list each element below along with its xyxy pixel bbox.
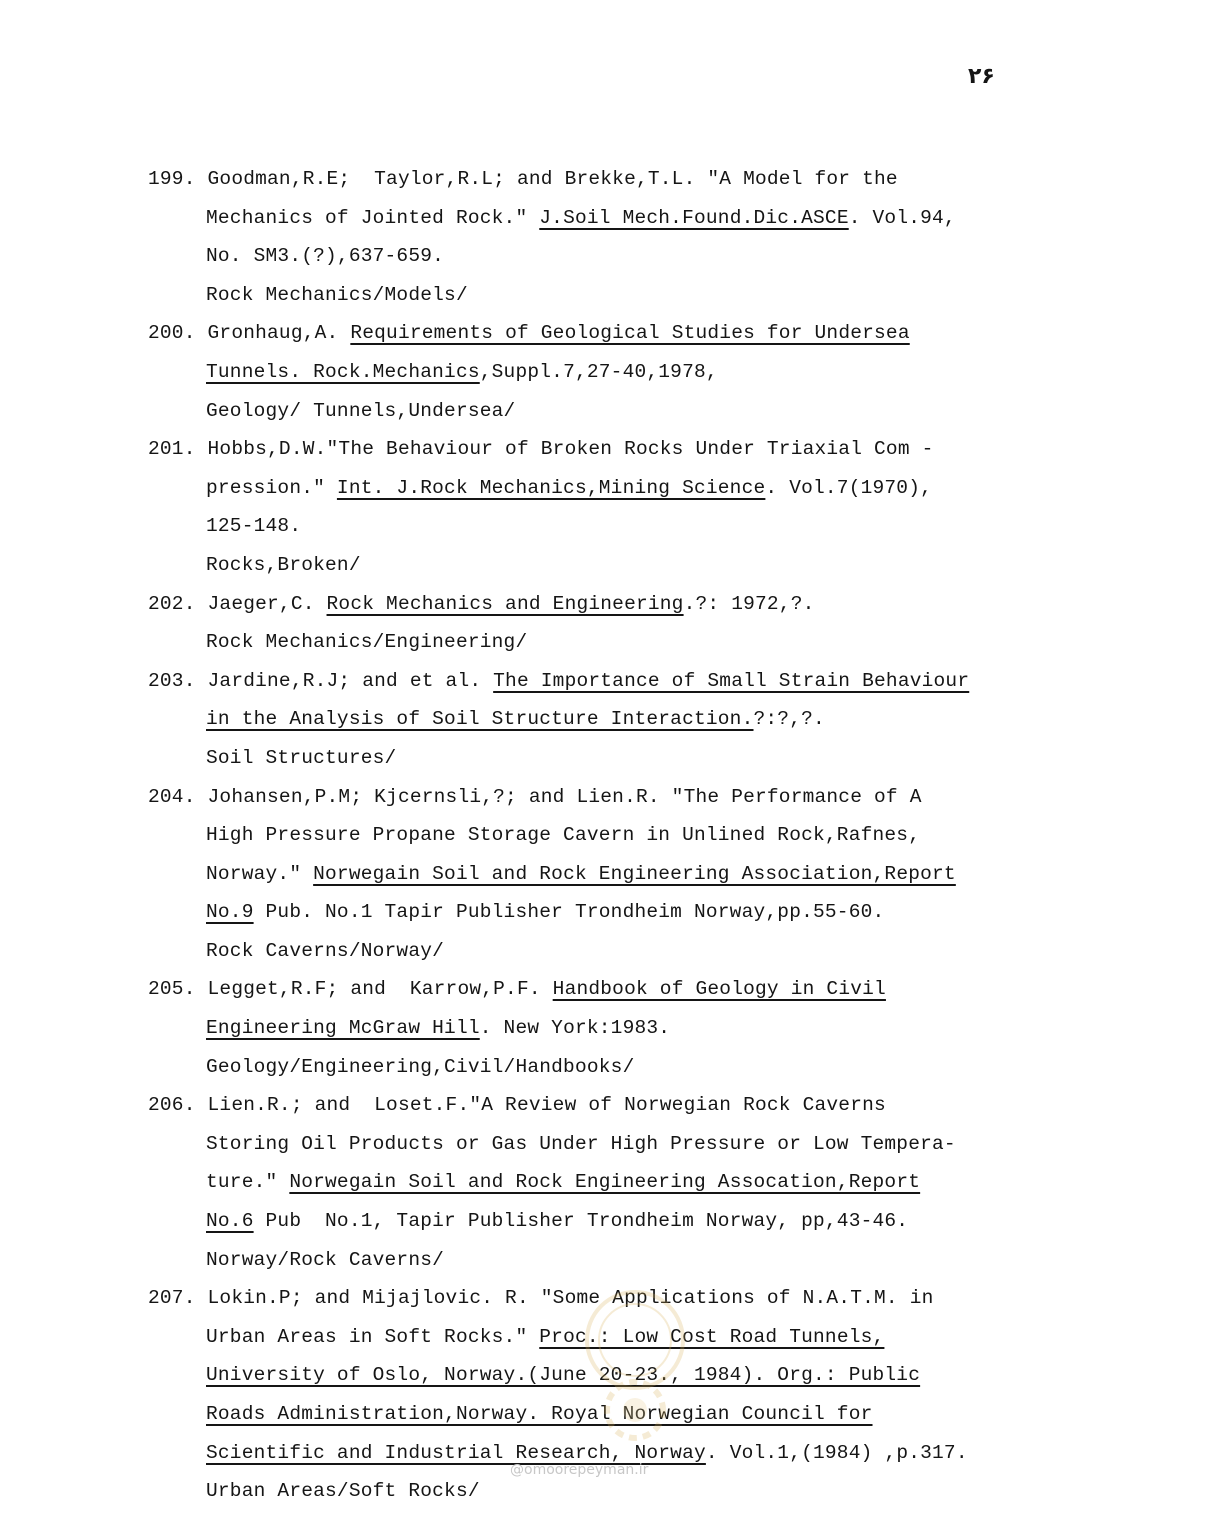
underlined-title: Norwegain Soil and Rock Engineering Assocation,Report <box>289 1171 921 1194</box>
reference-text: Pub No.1, Tapir Publisher Trondheim Norway, pp,43-46. <box>253 1210 909 1233</box>
reference-line <box>148 816 1198 855</box>
reference-text: Rocks,Broken/ <box>206 553 361 576</box>
reference-text: Norway." <box>206 862 314 885</box>
underlined-title: Engineering McGraw Hill <box>206 1017 480 1040</box>
reference-line <box>148 855 1198 894</box>
reference-line <box>148 1472 1198 1511</box>
reference-text: ,Suppl.7,27-40,1978, <box>479 360 718 383</box>
reference-line <box>148 546 1198 585</box>
reference-text: High Pressure Propane Storage Cavern in Unlined Rock,Rafnes, <box>206 824 921 847</box>
reference-line <box>148 1202 1198 1241</box>
reference-entry <box>148 778 1198 971</box>
reference-text: 201. Hobbs,D.W."The Behaviour of Broken Rocks Under Triaxial Com - <box>148 438 934 461</box>
reference-line <box>148 1009 1198 1048</box>
reference-text: Soil Structures/ <box>206 746 397 769</box>
reference-line <box>148 739 1198 778</box>
underlined-title: in the Analysis of Soil Structure Interaction. <box>206 708 754 731</box>
reference-entry <box>148 160 1198 314</box>
reference-first-line <box>148 778 1198 817</box>
reference-text: Rock Mechanics/Models/ <box>206 283 468 306</box>
reference-line <box>148 932 1198 971</box>
reference-text: 203. Jardine,R.J; and et al. <box>148 669 494 692</box>
reference-text: . Vol.7(1970), <box>765 476 933 499</box>
reference-line <box>148 469 1198 508</box>
underlined-title: Proc.: Low Cost Road Tunnels, <box>539 1325 885 1348</box>
reference-text: 202. Jaeger,C. <box>148 592 327 615</box>
reference-text: Storing Oil Products or Gas Under High Pressure or Low Tempera- <box>206 1132 956 1155</box>
underlined-title: Tunnels. Rock.Mechanics <box>206 360 480 383</box>
underlined-title: No.6 <box>206 1210 254 1233</box>
watermark-seal-icon <box>560 1270 710 1470</box>
reference-text: Pub. No.1 Tapir Publisher Trondheim Norway,pp.55-60. <box>253 901 885 924</box>
underlined-title: The Importance of Small Strain Behaviour <box>493 669 970 692</box>
underlined-title: Scientific and Industrial Research, Norway <box>206 1441 706 1464</box>
reference-line <box>148 353 1198 392</box>
underlined-title: Roads Administration,Norway. Royal Norwegian Council for <box>206 1403 873 1425</box>
reference-entry <box>148 314 1198 430</box>
reference-line <box>148 1125 1198 1164</box>
reference-first-line <box>148 585 1198 624</box>
reference-entry <box>148 662 1198 778</box>
reference-line <box>148 237 1198 276</box>
reference-text: Rock Mechanics/Engineering/ <box>206 631 528 654</box>
underlined-title: Handbook of Geology in Civil <box>552 978 886 1001</box>
reference-text: .?: 1972,?. <box>683 592 815 615</box>
watermark-text: @omoorepeyman.ir <box>510 1462 649 1478</box>
reference-first-line <box>148 314 1198 353</box>
reference-text: ?:?,?. <box>753 708 825 731</box>
reference-text: 199. Goodman,R.E; Taylor,R.L; and Brekke,T.L. "A Model for the <box>148 168 898 190</box>
reference-text: 204. Johansen,P.M; Kjcernsli,?; and Lien.R. "The Performance of A <box>148 785 922 808</box>
reference-text: 200. Gronhaug,A. <box>148 322 351 345</box>
reference-first-line <box>148 970 1198 1009</box>
page-number: ۲۶ <box>968 64 995 89</box>
reference-text: Geology/ Tunnels,Undersea/ <box>206 399 516 422</box>
underlined-title: Requirements of Geological Studies for Undersea <box>350 322 910 345</box>
reference-text: 207. Lokin.P; and Mijajlovic. R. "Some Applications of N.A.T.M. in <box>148 1287 934 1310</box>
reference-text: 125-148. <box>206 515 302 538</box>
reference-text: Rock Caverns/Norway/ <box>206 939 445 962</box>
reference-line <box>148 507 1198 546</box>
reference-first-line <box>148 430 1198 469</box>
reference-text: No. SM3.(?),637-659. <box>206 245 445 268</box>
underlined-title: Norwegain Soil and Rock Engineering Association,Report <box>313 862 956 885</box>
reference-line <box>148 276 1198 315</box>
reference-line <box>148 392 1198 431</box>
reference-text: Urban Areas/Soft Rocks/ <box>206 1480 480 1503</box>
reference-line <box>148 199 1198 238</box>
reference-first-line <box>148 1086 1198 1125</box>
reference-line <box>148 700 1198 739</box>
reference-entry <box>148 1086 1198 1279</box>
reference-line <box>148 1048 1198 1087</box>
underlined-title: Rock Mechanics and Engineering <box>326 592 684 615</box>
reference-text: . Vol.94, <box>848 206 956 229</box>
underlined-title: J.Soil Mech.Found.Dic.ASCE <box>539 206 849 229</box>
reference-line <box>148 623 1198 662</box>
reference-text: ture." <box>206 1171 290 1194</box>
reference-first-line <box>148 160 1198 199</box>
underlined-title: University of Oslo, Norway.(June 20-23., 1984). Org.: Public <box>206 1364 921 1387</box>
reference-text: pression." <box>206 476 337 499</box>
reference-entry <box>148 970 1198 1086</box>
reference-text: . Vol.1,(1984) ,p.317. <box>705 1441 968 1464</box>
reference-line <box>148 893 1198 932</box>
reference-entry <box>148 430 1198 584</box>
reference-text: . New York:1983. <box>479 1017 671 1040</box>
reference-first-line <box>148 662 1198 701</box>
reference-line <box>148 1163 1198 1202</box>
underlined-title: Int. J.Rock Mechanics,Mining Science <box>336 476 766 499</box>
reference-text: 206. Lien.R.; and Loset.F."A Review of Norwegian Rock Caverns <box>148 1094 886 1117</box>
reference-text: Mechanics of Jointed Rock." <box>206 206 540 229</box>
reference-text: 205. Legget,R.F; and Karrow,P.F. <box>148 978 553 1001</box>
reference-entry <box>148 585 1198 662</box>
underlined-title: No.9 <box>206 901 254 924</box>
reference-text: Norway/Rock Caverns/ <box>206 1248 445 1271</box>
reference-text: Urban Areas in Soft Rocks." <box>206 1325 540 1348</box>
reference-text: Geology/Engineering,Civil/Handbooks/ <box>206 1055 635 1078</box>
